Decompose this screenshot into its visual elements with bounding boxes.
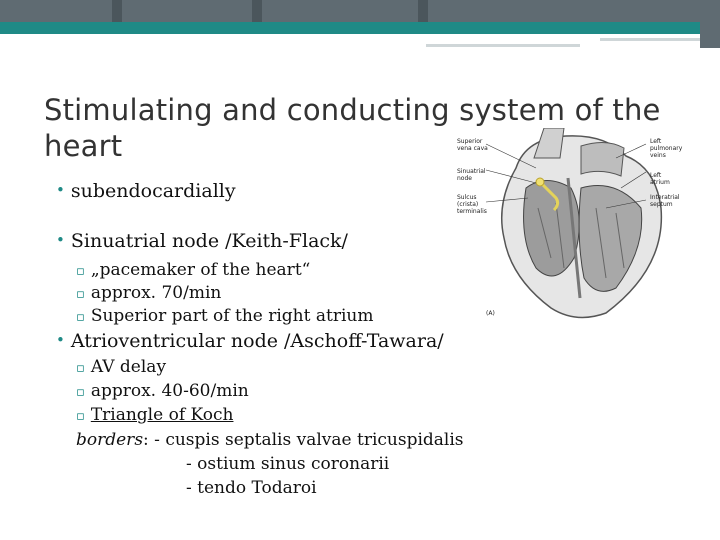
- bullet-text: subendocardially: [70, 180, 236, 202]
- band-segment: [252, 0, 262, 22]
- square-bullet-icon: ▫: [76, 264, 85, 279]
- top-band: [0, 0, 720, 22]
- borders-label: borders: [76, 430, 144, 450]
- square-bullet-icon: ▫: [76, 409, 85, 424]
- sub-bullet-text: approx. 70/min: [90, 283, 222, 303]
- accent-band: [0, 22, 720, 34]
- corner-band: [700, 0, 720, 48]
- sub-bullet: [76, 260, 310, 280]
- label-left-atrium: Left atrium: [650, 172, 670, 186]
- sub-bullet-text: AV delay: [90, 357, 167, 377]
- label-sulcus-terminalis: Sulcus (crista) terminalis: [457, 194, 487, 215]
- bullet-text: Atrioventricular node /Aschoff-Tawara/: [70, 330, 444, 352]
- label-interatrial-septum: Interatrial septum: [650, 194, 680, 208]
- square-bullet-icon: ▫: [76, 287, 85, 302]
- sub-bullet: [76, 381, 249, 401]
- bullet-dot-icon: •: [56, 181, 65, 199]
- heart-illustration: [456, 128, 678, 324]
- bullet-sinuatrial-node: [56, 230, 348, 252]
- border-item: : - cuspis septalis valvae tricuspidalis: [143, 430, 464, 450]
- bullet-atrioventricular-node: [56, 330, 444, 352]
- bullet-dot-icon: •: [56, 331, 65, 349]
- heart-diagram: [456, 128, 683, 324]
- sub-bullet: [76, 283, 221, 303]
- label-left-pulmonary-veins: Left pulmonary veins: [650, 138, 683, 159]
- bullet-subendocardially: [56, 180, 236, 202]
- triangle-of-koch-text: Triangle of Koch: [90, 405, 234, 425]
- bullet-text: Sinuatrial node /Keith-Flack/: [70, 230, 348, 252]
- square-bullet-icon: ▫: [76, 385, 85, 400]
- band-segment: [112, 0, 122, 22]
- panel-label: (A): [486, 310, 495, 317]
- bullet-dot-icon: •: [56, 231, 65, 249]
- decor-stripe: [600, 38, 700, 41]
- band-segment: [418, 0, 428, 22]
- sub-bullet-text: Superior part of the right atrium: [90, 306, 374, 326]
- border-item: - tendo Todaroi: [186, 478, 317, 498]
- slide-title: Stimulating and conducting system of the heart: [44, 93, 661, 163]
- square-bullet-icon: ▫: [76, 310, 85, 325]
- square-bullet-icon: ▫: [76, 361, 85, 376]
- sub-bullet: [76, 306, 373, 326]
- label-superior-vena-cava: Superior vena cava: [457, 138, 488, 152]
- sub-bullet: [76, 405, 233, 425]
- label-sinuatrial-node: Sinuatrial node: [457, 168, 486, 182]
- sub-bullet-text: approx. 40-60/min: [90, 381, 249, 401]
- borders-line: [76, 430, 464, 450]
- border-item: - ostium sinus coronarii: [186, 454, 390, 474]
- sub-bullet-text: „pacemaker of the heart“: [90, 260, 311, 280]
- sub-bullet: [76, 357, 166, 377]
- decor-stripe: [426, 44, 580, 47]
